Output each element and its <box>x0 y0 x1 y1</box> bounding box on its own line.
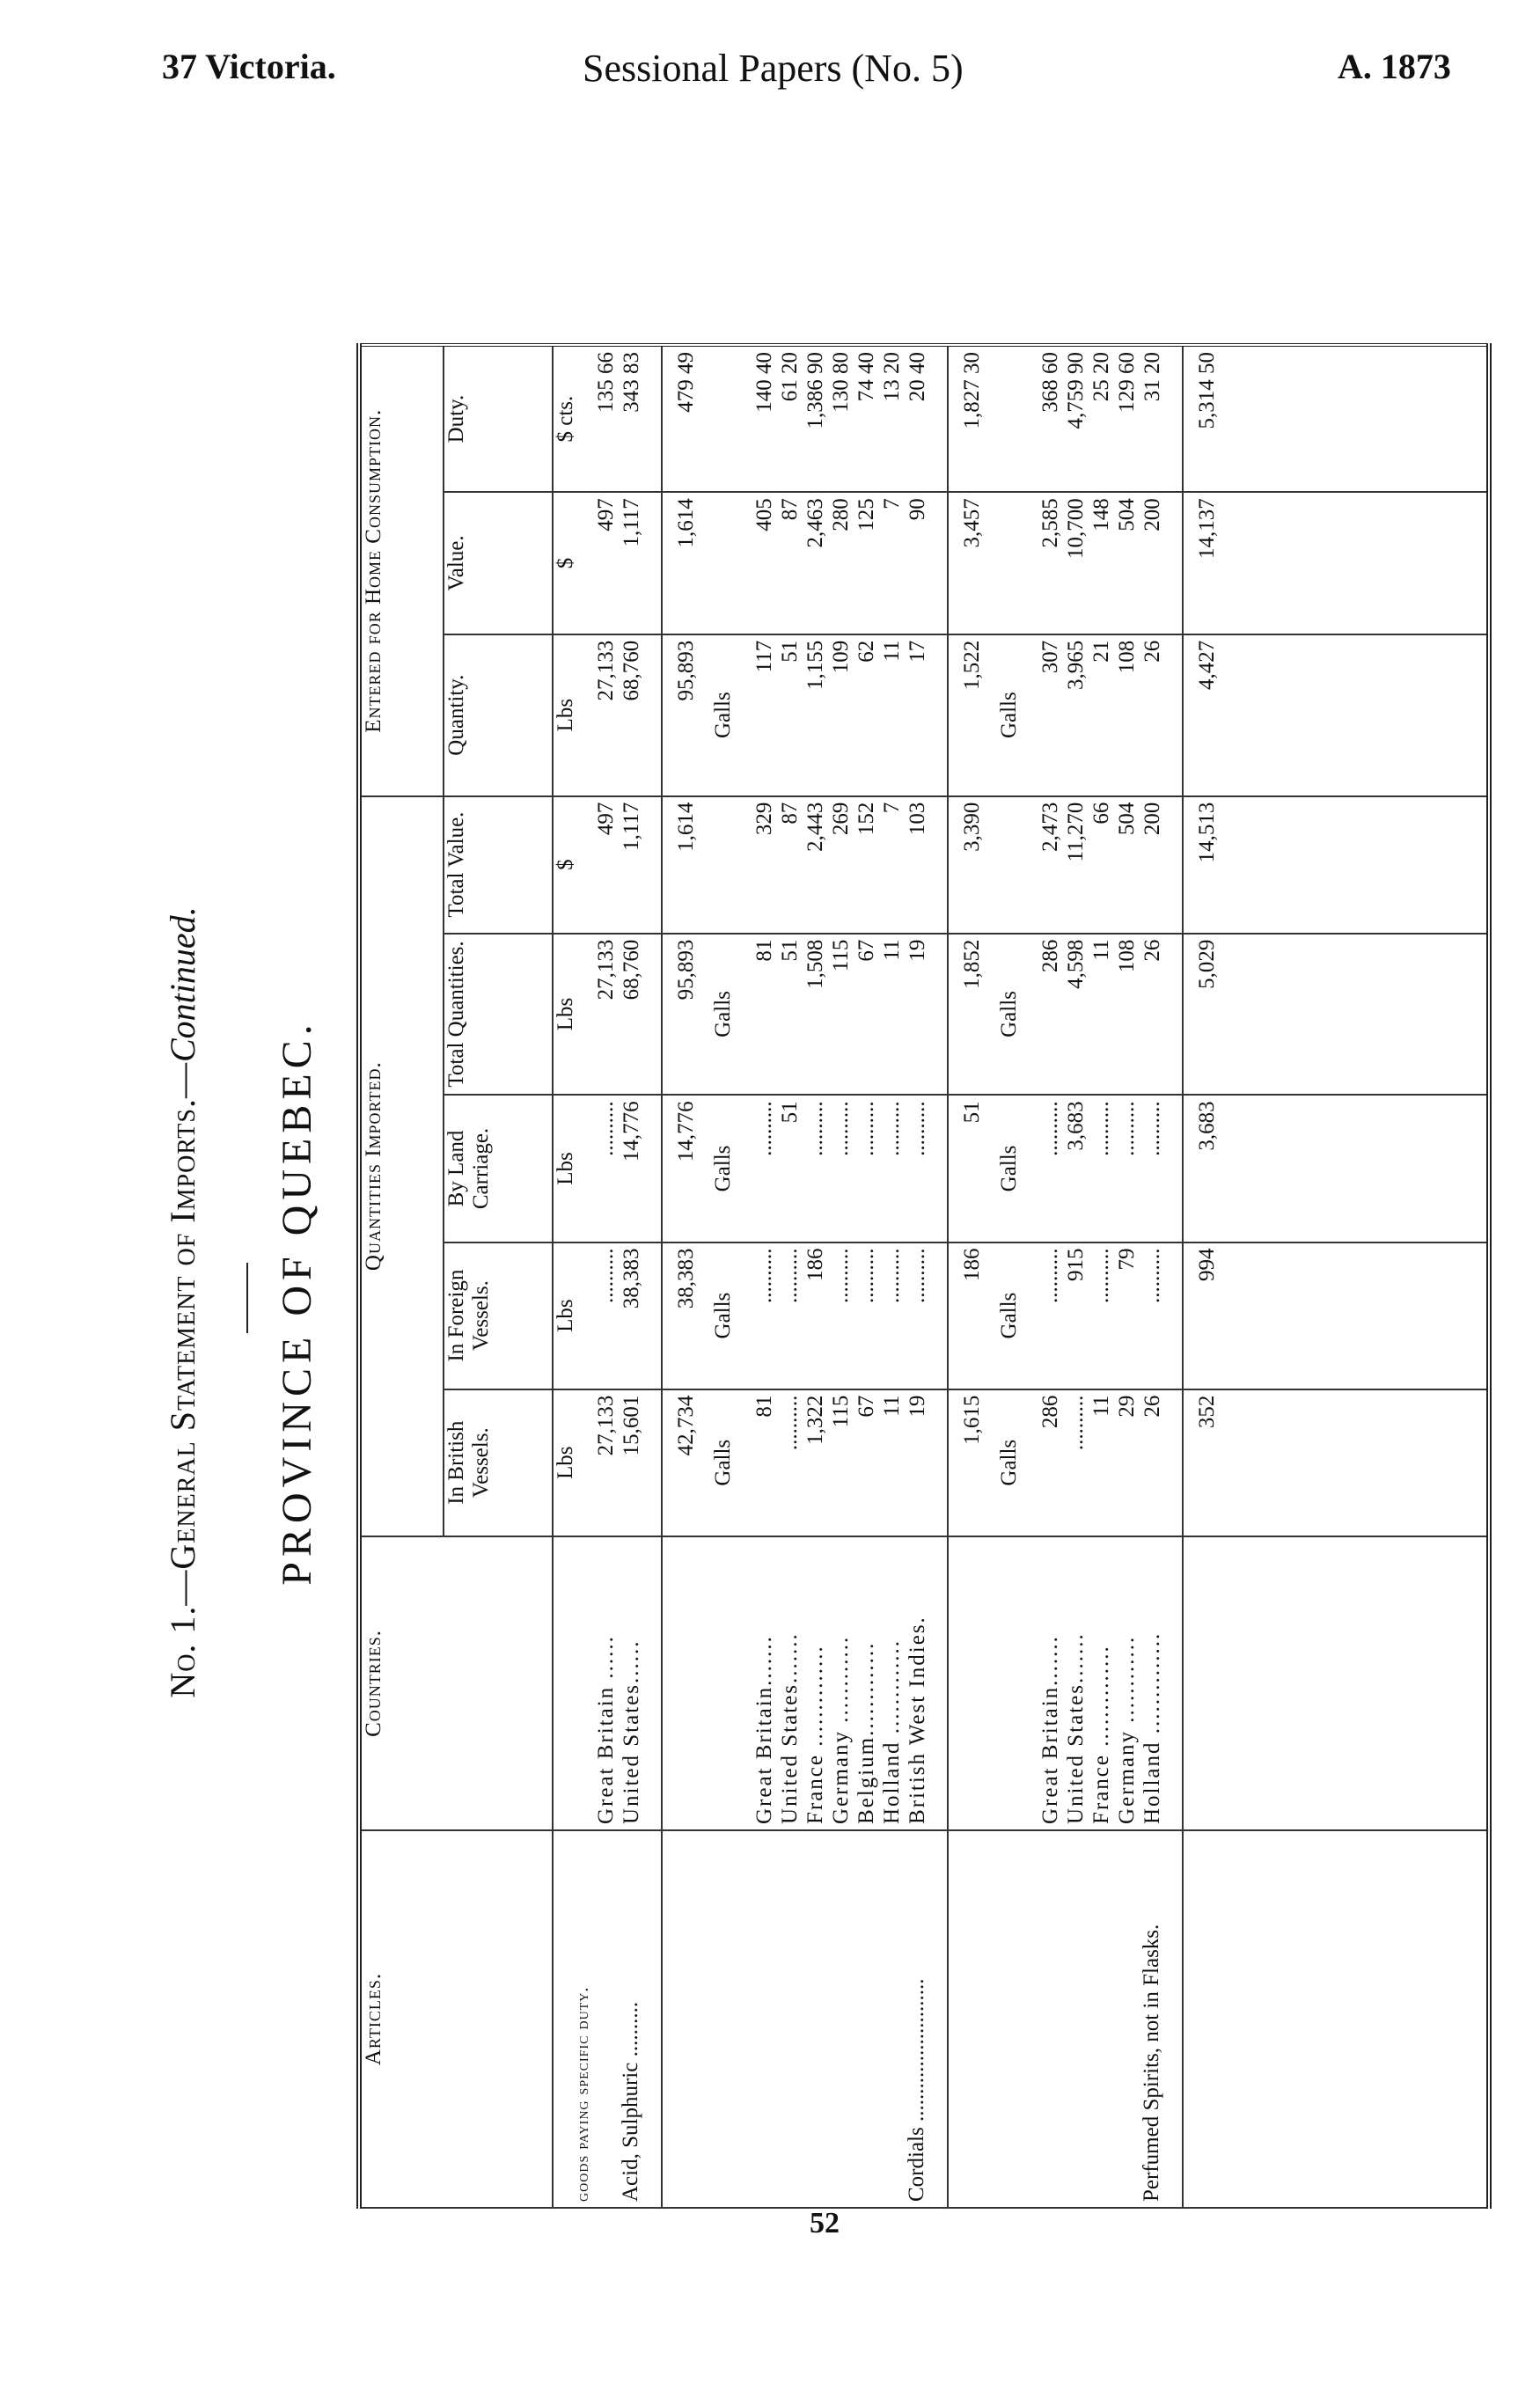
filler-row <box>1232 345 1489 2208</box>
article-name: Acid, Sulphuric .......... <box>593 1830 662 2208</box>
unit-label: $ cts. <box>553 345 593 492</box>
unit-label: Galls <box>997 634 1038 796</box>
subtotal-land: 3,683 <box>1183 1095 1232 1242</box>
value-cell: 11,270 <box>1063 802 1088 862</box>
value-cell: 10,700 <box>1063 498 1088 559</box>
value-list-total_q <box>752 934 948 1096</box>
country-name: France .............. <box>1089 1645 1113 1825</box>
value-cell: 27,133 <box>593 640 618 701</box>
subtotal-hc_q: 95,893 <box>662 634 711 796</box>
value-cell: 152 <box>854 802 878 836</box>
header-session: 37 Victoria. <box>162 47 336 86</box>
country-list <box>1038 1536 1183 1830</box>
value-cell: 1,117 <box>619 498 643 547</box>
subtotal-land: 51 <box>948 1095 997 1242</box>
country-name: Belgium............. <box>854 1641 878 1825</box>
subtotal-duty: 5,314 50 <box>1183 345 1232 492</box>
country-name: British West Indies. <box>905 1616 929 1825</box>
unit-label: Lbs <box>553 1095 593 1242</box>
subtotal-british: 1,615 <box>948 1389 997 1536</box>
value-cell: 2,585 <box>1038 498 1062 548</box>
units-row <box>997 345 1038 2208</box>
value-list-total_v <box>593 796 662 934</box>
value-list-total_q <box>1038 934 1183 1096</box>
statement-titles <box>158 374 361 2231</box>
value-cell: 4,759 90 <box>1063 352 1088 429</box>
value-cell: 51 <box>777 640 802 663</box>
country-name: Germany ............ <box>828 1635 853 1825</box>
unit-label: Lbs <box>553 1389 593 1536</box>
value-cell: 148 <box>1089 498 1113 531</box>
subtotal-row <box>662 345 711 2208</box>
col-value: Value. <box>444 492 553 634</box>
value-list-british <box>1038 1389 1183 1536</box>
value-list-hc_q <box>593 634 662 796</box>
value-cell: .......... <box>905 1101 929 1156</box>
value-cell: 108 <box>1114 640 1139 674</box>
value-cell: 81 <box>752 939 776 962</box>
value-cell: 67 <box>854 939 878 962</box>
subtotal-british: 352 <box>1183 1389 1232 1536</box>
unit-label: Galls <box>997 1242 1038 1389</box>
value-cell: 2,463 <box>803 498 827 548</box>
col-in-foreign: In Foreign Vessels. <box>444 1242 553 1389</box>
value-cell: 7 <box>879 498 904 509</box>
value-list-hc_q <box>1038 634 1183 796</box>
value-cell: 140 40 <box>752 352 776 413</box>
value-cell: 280 <box>828 498 853 531</box>
filler-cell <box>1232 1830 1489 2208</box>
col-in-british: In British Vessels. <box>444 1389 553 1536</box>
value-cell: 115 <box>828 939 853 972</box>
unit-label <box>711 492 752 634</box>
value-cell: .......... <box>854 1248 878 1304</box>
subtotal-blank <box>948 1536 997 1830</box>
subtotal-hc_v: 1,614 <box>662 492 711 634</box>
unit-label <box>711 796 752 934</box>
value-cell: 26 <box>1140 1395 1164 1418</box>
unit-label: Galls <box>711 1389 752 1536</box>
col-duty: Duty. <box>444 345 553 492</box>
country-name: Germany ............ <box>1114 1635 1139 1825</box>
value-list-british <box>752 1389 948 1536</box>
value-cell: 3,965 <box>1063 640 1088 690</box>
subtotal-total_v: 14,513 <box>1183 796 1232 934</box>
value-cell: 13 20 <box>879 352 904 402</box>
subtotal-land: 14,776 <box>662 1095 711 1242</box>
table-body <box>553 345 1489 2208</box>
value-cell: 15,601 <box>619 1395 643 1456</box>
country-name: Holland ............. <box>879 1638 904 1825</box>
value-cell: 125 <box>854 498 878 531</box>
subtotal-blank <box>1183 1536 1232 1830</box>
unit-label: Galls <box>711 934 752 1096</box>
header-title: Sessional Papers (No. 5) <box>583 47 964 90</box>
unit-label <box>711 345 752 492</box>
value-cell: 19 <box>905 1395 929 1418</box>
value-cell: .......... <box>1038 1101 1062 1156</box>
value-cell: .......... <box>777 1395 802 1451</box>
subtotal-duty: 1,827 30 <box>948 345 997 492</box>
value-cell: 11 <box>1089 1395 1113 1417</box>
value-cell: .......... <box>905 1248 929 1304</box>
value-cell: .......... <box>1063 1395 1088 1451</box>
value-cell: 1,155 <box>803 640 827 690</box>
subtotal-total_q: 95,893 <box>662 934 711 1096</box>
value-cell: 17 <box>905 640 929 663</box>
unit-label: Galls <box>997 1095 1038 1242</box>
units-row <box>553 345 593 2208</box>
country-name: France .............. <box>803 1645 827 1825</box>
value-cell: 68,760 <box>619 640 643 701</box>
country-name: United States....... <box>1063 1632 1088 1825</box>
subtotal-hc_v: 3,457 <box>948 492 997 634</box>
value-cell: .......... <box>752 1101 776 1156</box>
value-cell: 87 <box>777 802 802 825</box>
value-cell: 79 <box>1114 1248 1139 1271</box>
value-list-foreign <box>593 1242 662 1389</box>
unit-label <box>997 796 1038 934</box>
value-cell: 66 <box>1089 802 1113 825</box>
value-cell: 7 <box>879 802 904 814</box>
subtotal-total_q: 5,029 <box>1183 934 1232 1096</box>
subtotal-total_v: 1,614 <box>662 796 711 934</box>
country-name: Great Britain ...... <box>593 1635 618 1825</box>
value-cell: .......... <box>752 1248 776 1304</box>
value-list-land <box>752 1095 948 1242</box>
value-cell: .......... <box>1140 1101 1164 1156</box>
value-cell: 31 20 <box>1140 352 1164 402</box>
subtotal-total_q: 1,852 <box>948 934 997 1096</box>
value-cell: 38,383 <box>619 1248 643 1309</box>
value-cell: 27,133 <box>593 1395 618 1456</box>
subtotal-row <box>1183 345 1232 2208</box>
value-list-total_v <box>752 796 948 934</box>
unit-label: Galls <box>997 934 1038 1096</box>
value-cell: .......... <box>593 1101 618 1156</box>
value-list-hc_v <box>752 492 948 634</box>
value-cell: 130 80 <box>828 352 853 413</box>
country-list <box>593 1536 662 1830</box>
value-cell: 504 <box>1114 498 1139 531</box>
subtotal-blank <box>1183 1830 1232 2208</box>
col-by-land: By Land Carriage. <box>444 1095 553 1242</box>
col-quantities-imported: Quantities Imported. <box>359 796 444 1536</box>
value-cell: .......... <box>803 1101 827 1156</box>
article-name: Cordials .......................... <box>752 1830 948 2208</box>
value-cell: .......... <box>879 1101 904 1156</box>
value-cell: 68,760 <box>619 939 643 1001</box>
value-cell: 1,386 90 <box>803 352 827 429</box>
col-countries: Countries. <box>359 1536 553 1830</box>
value-cell: 2,473 <box>1038 802 1062 852</box>
country-name: United States...... <box>619 1639 643 1825</box>
unit-label: $ <box>553 492 593 634</box>
country-header-cell <box>553 1536 593 1830</box>
value-cell: 11 <box>879 939 904 961</box>
unit-label <box>997 492 1038 634</box>
value-cell: 135 66 <box>593 352 618 413</box>
filler-cell <box>1232 1242 1489 1389</box>
value-list-duty <box>752 345 948 492</box>
value-cell: .......... <box>879 1248 904 1304</box>
filler-cell <box>1232 934 1489 1096</box>
value-cell: .......... <box>1038 1248 1062 1304</box>
value-cell: 117 <box>752 640 776 673</box>
value-cell: 21 <box>1089 640 1113 663</box>
value-cell: 103 <box>905 802 929 836</box>
title-rule <box>246 1263 248 1333</box>
filler-cell <box>1232 1389 1489 1536</box>
detail-row <box>1038 345 1183 2208</box>
value-cell: 90 <box>905 498 929 521</box>
value-cell: 14,776 <box>619 1101 643 1162</box>
filler-cell <box>1232 1536 1489 1830</box>
subtotal-total_v: 3,390 <box>948 796 997 934</box>
subtotal-blank <box>948 1830 997 2208</box>
value-list-british <box>593 1389 662 1536</box>
subtotal-row <box>948 345 997 2208</box>
value-cell: .......... <box>1089 1248 1113 1304</box>
value-cell: .......... <box>1140 1248 1164 1304</box>
value-cell: 286 <box>1038 939 1062 973</box>
subtotal-hc_q: 4,427 <box>1183 634 1232 796</box>
value-list-duty <box>1038 345 1183 492</box>
country-name: Great Britain....... <box>752 1635 776 1825</box>
value-cell: 26 <box>1140 640 1164 663</box>
value-cell: 11 <box>1089 939 1113 961</box>
value-cell: .......... <box>854 1101 878 1156</box>
value-cell: 11 <box>879 640 904 662</box>
value-cell: 29 <box>1114 1395 1139 1418</box>
col-total-value: Total Value. <box>444 796 553 934</box>
value-cell: 87 <box>777 498 802 521</box>
unit-label: Galls <box>711 634 752 796</box>
value-cell: .......... <box>828 1248 853 1304</box>
value-cell: 200 <box>1140 802 1164 836</box>
header-year: A. 1873 <box>1338 47 1451 86</box>
value-cell: 200 <box>1140 498 1164 531</box>
value-cell: 497 <box>593 498 618 531</box>
value-cell: 81 <box>752 1395 776 1418</box>
value-cell: 20 40 <box>905 352 929 402</box>
value-cell: .......... <box>777 1248 802 1304</box>
value-list-duty <box>593 345 662 492</box>
filler-cell <box>1232 345 1489 492</box>
value-cell: 3,683 <box>1063 1101 1088 1151</box>
value-list-total_q <box>593 934 662 1096</box>
value-cell: 1,508 <box>803 939 827 989</box>
value-cell: 61 20 <box>777 352 802 402</box>
value-cell: 186 <box>803 1248 827 1282</box>
value-cell: 19 <box>905 939 929 962</box>
subtotal-hc_q: 1,522 <box>948 634 997 796</box>
detail-row <box>593 345 662 2208</box>
unit-label: Lbs <box>553 934 593 1096</box>
value-cell: 286 <box>1038 1395 1062 1429</box>
value-cell: 26 <box>1140 939 1164 962</box>
value-cell: 11 <box>879 1395 904 1417</box>
value-list-foreign <box>1038 1242 1183 1389</box>
col-entered: Entered for Home Consumption. <box>359 345 444 796</box>
value-cell: 51 <box>777 1101 802 1124</box>
unit-label <box>997 345 1038 492</box>
detail-row <box>752 345 948 2208</box>
value-cell: 108 <box>1114 939 1139 973</box>
col-total-quantities: Total Quantities. <box>444 934 553 1096</box>
value-list-hc_q <box>752 634 948 796</box>
subtotal-blank <box>662 1830 711 2208</box>
subtotal-foreign: 186 <box>948 1242 997 1389</box>
value-list-land <box>1038 1095 1183 1242</box>
value-cell: .......... <box>593 1248 618 1304</box>
unit-label: Lbs <box>553 1242 593 1389</box>
value-cell: 1,322 <box>803 1395 827 1445</box>
subtotal-british: 42,734 <box>662 1389 711 1536</box>
subtotal-hc_v: 14,137 <box>1183 492 1232 634</box>
article-header-cell <box>711 1830 752 2208</box>
article-name: Perfumed Spirits, not in Flasks. <box>1038 1830 1183 2208</box>
country-name: Great Britain....... <box>1038 1635 1062 1825</box>
value-cell: 343 83 <box>619 352 643 413</box>
col-articles: Articles. <box>359 1830 553 2208</box>
subtotal-duty: 479 49 <box>662 345 711 492</box>
value-list-land <box>593 1095 662 1242</box>
value-cell: 405 <box>752 498 776 531</box>
units-row <box>711 345 752 2208</box>
value-cell: 1,117 <box>619 802 643 851</box>
value-cell: 329 <box>752 802 776 836</box>
value-cell: 25 20 <box>1089 352 1113 402</box>
subtotal-blank <box>662 1536 711 1830</box>
country-name: Holland .............. <box>1140 1631 1164 1825</box>
unit-label: Galls <box>711 1242 752 1389</box>
value-cell: .......... <box>1089 1101 1113 1156</box>
article-header-cell <box>997 1830 1038 2208</box>
col-quantity: Quantity. <box>444 634 553 796</box>
filler-cell <box>1232 634 1489 796</box>
value-cell: 129 60 <box>1114 352 1139 413</box>
filler-cell <box>1232 492 1489 634</box>
unit-label: Galls <box>997 1389 1038 1536</box>
value-cell: .......... <box>828 1101 853 1156</box>
country-header-cell <box>711 1536 752 1830</box>
country-header-cell <box>997 1536 1038 1830</box>
value-cell: 115 <box>828 1395 853 1428</box>
value-cell: 307 <box>1038 640 1062 674</box>
page-number: 52 <box>810 2207 840 2239</box>
rotated-statement <box>158 352 1408 2231</box>
value-cell: 27,133 <box>593 939 618 1001</box>
subtotal-foreign: 38,383 <box>662 1242 711 1389</box>
value-cell: 2,443 <box>803 802 827 852</box>
subtotal-foreign: 994 <box>1183 1242 1232 1389</box>
value-cell: 269 <box>828 802 853 836</box>
value-cell: 504 <box>1114 802 1139 836</box>
value-cell: 368 60 <box>1038 352 1062 413</box>
value-cell: 74 40 <box>854 352 878 402</box>
unit-label: Galls <box>711 1095 752 1242</box>
value-cell: 497 <box>593 802 618 836</box>
value-cell: 109 <box>828 640 853 674</box>
country-name: United States....... <box>777 1632 802 1825</box>
filler-cell <box>1232 796 1489 934</box>
value-cell: 4,598 <box>1063 939 1088 989</box>
imports-table <box>356 343 1492 2209</box>
unit-label: $ <box>553 796 593 934</box>
value-cell: .......... <box>1114 1101 1139 1156</box>
value-cell: 62 <box>854 640 878 663</box>
statement-title: No. 1.—General Statement of Imports.—Continued. <box>163 906 202 1698</box>
province-title: PROVINCE OF QUEBEC. <box>274 1019 320 1586</box>
article-header-cell: goods paying specific duty. <box>553 1830 593 2208</box>
filler-cell <box>1232 1095 1489 1242</box>
value-cell: 915 <box>1063 1248 1088 1282</box>
country-list <box>752 1536 948 1830</box>
running-header <box>0 46 1540 107</box>
value-list-total_v <box>1038 796 1183 934</box>
value-cell: 67 <box>854 1395 878 1418</box>
unit-label: Lbs <box>553 634 593 796</box>
value-list-hc_v <box>593 492 662 634</box>
value-list-hc_v <box>1038 492 1183 634</box>
value-list-foreign <box>752 1242 948 1389</box>
value-cell: 51 <box>777 939 802 962</box>
